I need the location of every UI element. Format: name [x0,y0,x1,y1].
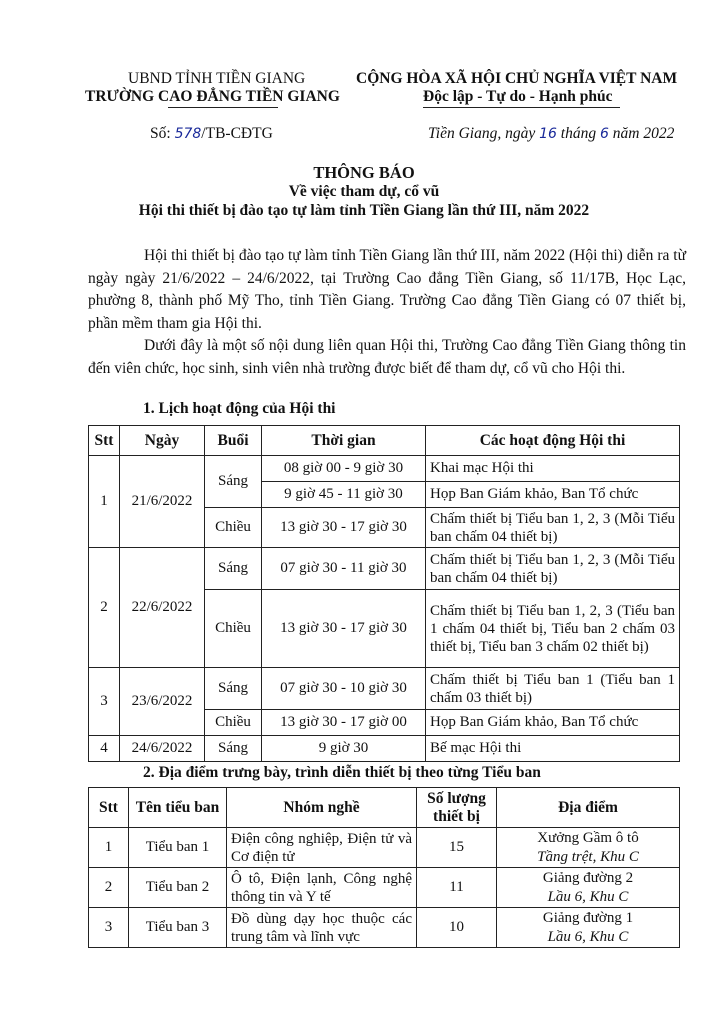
count-header-line1: Số lượng [427,789,486,807]
schedule-header-activity: Các hoạt động Hội thi [426,426,680,456]
row-time: 13 giờ 30 - 17 giờ 00 [262,710,426,736]
date-day-handwritten: 16 [539,126,557,142]
number-suffix: /TB-CĐTG [201,125,273,142]
row-activity: Họp Ban Giám khảo, Ban Tổ chức [426,710,680,736]
issuing-authority: UBND TỈNH TIỀN GIANG [128,70,306,87]
schedule-header-session: Buổi [205,426,262,456]
row-date: 24/6/2022 [120,736,205,762]
venue-header-stt: Stt [89,788,129,828]
venue-stt: 2 [89,868,129,908]
schedule-header-date: Ngày [120,426,205,456]
row-date: 23/6/2022 [120,668,205,736]
venue-place-floor: Tầng trệt, Khu C [537,848,639,865]
row-stt: 2 [89,548,120,668]
section-1-heading: 1. Lịch hoạt động của Hội thi [143,400,336,417]
national-motto: CỘNG HÒA XÃ HỘI CHỦ NGHĨA VIỆT NAM [356,70,678,87]
venue-group: Đồ dùng dạy học thuộc các trung tâm và lĩnh vực [227,908,417,948]
row-activity: Khai mạc Hội thi [426,456,680,482]
table-row [89,828,680,868]
venue-stt: 3 [89,908,129,948]
venue-header-count [417,788,497,828]
venue-place [497,908,680,948]
table-row [89,668,680,710]
school-underline [168,107,278,108]
schedule-table [88,425,680,762]
paragraph-2: Dưới đây là một số nội dung liên quan Hội thi, Trường Cao đẳng Tiền Giang thông tin đến viên chức, học sinh, sinh viên nhà trường được biết để tham dự, cổ vũ cho Hội thi. [88,337,686,377]
venue-place-floor: Lầu 6, Khu C [547,928,629,945]
venue-header-place: Địa điểm [497,788,680,828]
table-row [89,736,680,762]
issuing-school-text: TRƯỜNG CAO ĐẲNG TIỀN GIANG [85,88,340,105]
table-row [89,548,680,590]
venue-place [497,828,680,868]
notice-subtitle-2: Hội thi thiết bị đào tạo tự làm tỉnh Tiền Giang lần thứ III, năm 2022 [138,202,590,219]
row-session: Sáng [205,668,262,710]
date-month-handwritten: 6 [599,126,609,142]
national-slogan: Độc lập - Tự do - Hạnh phúc [423,88,613,105]
schedule-header-time: Thời gian [262,426,426,456]
row-activity: Chấm thiết bị Tiểu ban 1, 2, 3 (Mỗi Tiểu ban chấm 04 thiết bị) [426,508,680,548]
slogan-underline [423,107,620,108]
row-session: Chiều [205,590,262,668]
date-mid: tháng [556,125,600,142]
date-prefix: Tiền Giang, ngày [428,125,540,142]
venue-place-name: Xưởng Gầm ô tô [537,829,639,846]
venue-group: Điện công nghiệp, Điện tử và Cơ điện tử [227,828,417,868]
count-header-line2: thiết bị [433,807,480,825]
row-session: Chiều [205,508,262,548]
venue-table [88,787,680,948]
venue-group: Ô tô, Điện lạnh, Công nghệ thông tin và Y tế [227,868,417,908]
venue-name: Tiểu ban 2 [129,868,227,908]
table-row [89,908,680,948]
date-suffix: năm 2022 [608,125,675,142]
schedule-header-stt: Stt [89,426,120,456]
venue-place-name: Giảng đường 2 [542,869,634,886]
row-time: 9 giờ 30 [262,736,426,762]
paragraph-1: Hội thi thiết bị đào tạo tự làm tỉnh Tiền Giang lần thứ III, năm 2022 (Hội thi) diễn ra từ ngày ngày 21/6/2022 – 24/6/2022, tại Trường Cao đẳng Tiền Giang, số 11/17B, Học Lạc, phường 8, thành phố Mỹ Tho, tỉnh Tiền Giang. Trường Cao đẳng Tiền Giang có 07 thiết bị, phần mềm tham gia Hội thi. [88,247,686,332]
number-handwritten: 578 [174,126,202,142]
venue-count: 15 [417,828,497,868]
issuing-school [85,88,340,106]
row-activity: Chấm thiết bị Tiểu ban 1, 2, 3 (Mỗi Tiểu ban chấm 04 thiết bị) [426,548,680,590]
row-time: 13 giờ 30 - 17 giờ 30 [262,590,426,668]
row-activity: Họp Ban Giám khảo, Ban Tổ chức [426,482,680,508]
row-date: 22/6/2022 [120,548,205,668]
row-session: Chiều [205,710,262,736]
row-date: 21/6/2022 [120,456,205,548]
section-2-heading: 2. Địa điểm trưng bày, trình diễn thiết bị theo từng Tiểu ban [143,764,541,781]
row-stt: 4 [89,736,120,762]
venue-place [497,868,680,908]
row-time: 13 giờ 30 - 17 giờ 30 [262,508,426,548]
venue-name: Tiểu ban 3 [129,908,227,948]
number-prefix: Số: [150,125,175,142]
row-session: Sáng [205,736,262,762]
notice-title: THÔNG BÁO [313,163,415,182]
row-stt: 1 [89,456,120,548]
row-activity: Chấm thiết bị Tiểu ban 1 (Tiểu ban 1 chấm 03 thiết bị) [426,668,680,710]
row-time: 07 giờ 30 - 10 giờ 30 [262,668,426,710]
row-stt: 3 [89,668,120,736]
notice-subtitle-1: Về việc tham dự, cổ vũ [288,183,440,200]
venue-header-group: Nhóm nghề [227,788,417,828]
venue-place-name: Giảng đường 1 [542,909,634,926]
document-number [150,125,273,143]
venue-name: Tiểu ban 1 [129,828,227,868]
row-session: Sáng [205,548,262,590]
venue-stt: 1 [89,828,129,868]
row-activity: Bế mạc Hội thi [426,736,680,762]
table-row [89,456,680,482]
row-session: Sáng [205,456,262,508]
venue-count: 10 [417,908,497,948]
venue-place-floor: Lầu 6, Khu C [547,888,629,905]
venue-count: 11 [417,868,497,908]
row-time: 9 giờ 45 - 11 giờ 30 [262,482,426,508]
row-time: 07 giờ 30 - 11 giờ 30 [262,548,426,590]
venue-header-name: Tên tiểu ban [129,788,227,828]
row-activity: Chấm thiết bị Tiểu ban 1, 2, 3 (Tiểu ban 1 chấm 04 thiết bị, Tiểu ban 2 chấm 03 thiết bị, Tiểu ban 3 chấm 02 thiết bị) [426,590,680,668]
document-date [428,125,674,143]
row-time: 08 giờ 00 - 9 giờ 30 [262,456,426,482]
table-row [89,868,680,908]
